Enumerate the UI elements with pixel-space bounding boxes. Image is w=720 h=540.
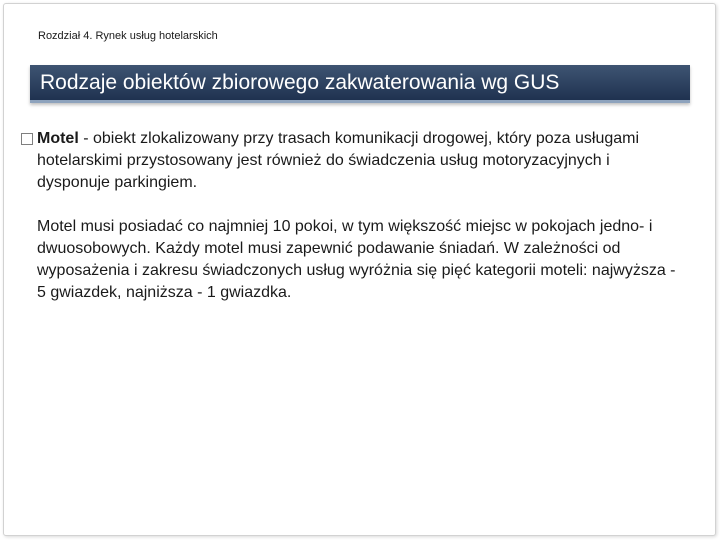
slide-title: Rodzaje obiektów zbiorowego zakwaterowania wg GUS	[40, 71, 560, 94]
title-bar	[30, 65, 690, 103]
body-paragraph: Motel musi posiadać co najmniej 10 pokoi, w tym większość miejsc w pokojach jedno- i dwuosobowych. Każdy motel musi zapewnić podawanie śniadań. W zależności od wyposażenia i zakresu świadczonych usług wyróżnia się pięć kategorii moteli: najwyższa - 5 gwiazdek, najniższa - 1 gwiazdka.	[37, 218, 676, 301]
chapter-header: Rozdział 4. Rynek usług hotelarskich	[38, 30, 218, 42]
slide-content	[20, 128, 680, 304]
bullet-term: Motel	[37, 130, 79, 147]
bullet-item	[20, 128, 680, 194]
checkbox-square-icon	[21, 133, 33, 145]
bullet-text: - obiekt zlokalizowany przy trasach komunikacji drogowej, który poza usługami hotelarskimi przystosowany jest również do świadczenia usług motoryzacyjnych i dysponuje parkingiem.	[37, 130, 640, 191]
